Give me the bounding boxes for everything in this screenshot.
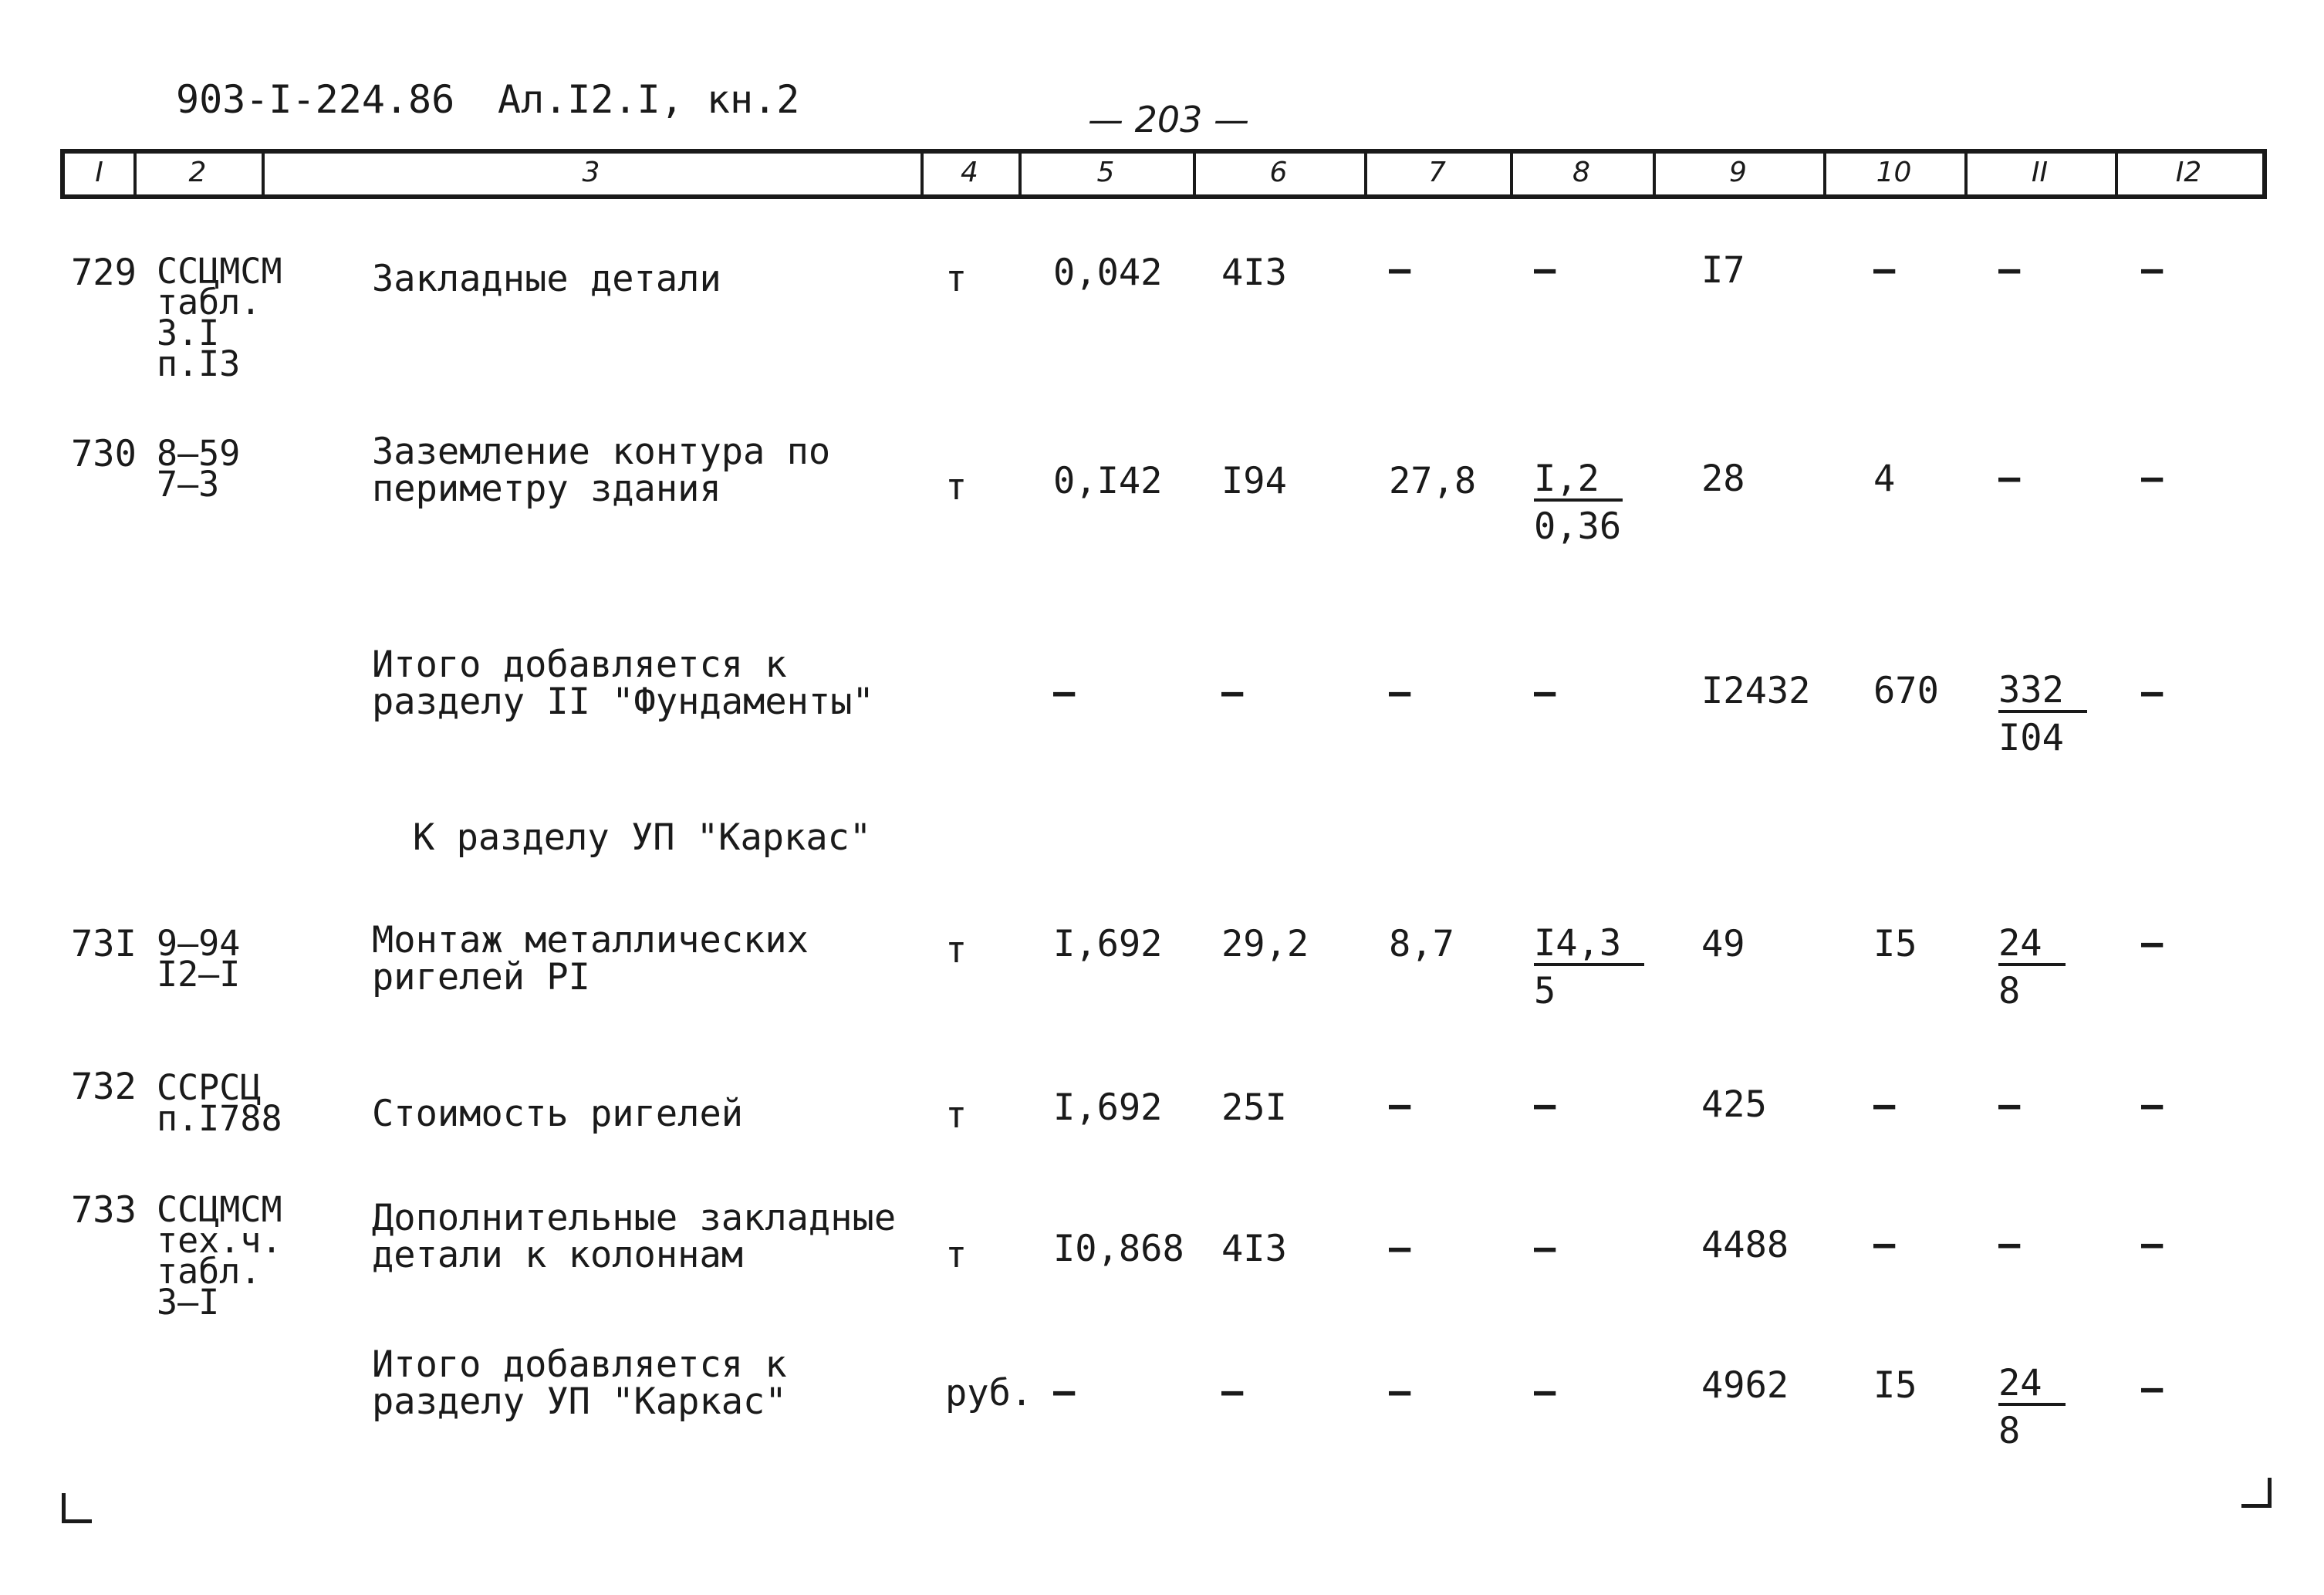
- col9-value: I7: [1701, 249, 1745, 292]
- row-number: 730: [71, 433, 137, 475]
- page-number: — 203 —: [1088, 99, 1250, 140]
- unit-price: –: [1221, 1370, 1244, 1413]
- column-number: 6: [1269, 157, 1288, 188]
- item-name: Заземление контура по периметру здания: [372, 431, 831, 510]
- row-number: 73I: [71, 923, 137, 965]
- unit-price: 29,2: [1221, 923, 1309, 965]
- col11-value: –: [1998, 248, 2021, 291]
- col9-value: 425: [1701, 1083, 1767, 1126]
- column-number: 10: [1876, 157, 1912, 188]
- section-heading: К разделу УП "Каркас": [413, 816, 872, 859]
- col9-value: I2432: [1701, 670, 1811, 712]
- unit: т: [945, 258, 968, 300]
- quantity: I,692: [1053, 923, 1163, 965]
- quantity: 0,042: [1053, 252, 1163, 294]
- column-number: 4: [961, 157, 978, 188]
- unit-price: 4I3: [1221, 1228, 1287, 1270]
- unit: т: [945, 466, 968, 509]
- col8-value: –: [1534, 1084, 1556, 1127]
- col8-value: –: [1534, 248, 1556, 291]
- reference-code: 8–59 7–3: [157, 433, 241, 505]
- unit-price: I94: [1221, 460, 1287, 502]
- col7-value: –: [1389, 248, 1411, 291]
- column-number: I: [95, 157, 103, 188]
- col11-fraction: $\frac{24}{8}$: [1998, 924, 2066, 1011]
- subtotal-label: Итого добавляется к разделу УП "Каркас": [372, 1343, 787, 1423]
- col11-value: –: [1998, 457, 2021, 499]
- col12-value: –: [2141, 248, 2164, 291]
- col9-value: 4962: [1701, 1364, 1789, 1407]
- quantity: –: [1053, 1370, 1076, 1413]
- reference-code: ССЦМСМ табл. 3.I п.I3: [157, 251, 282, 384]
- item-name: Закладные детали: [372, 258, 721, 300]
- col10-value: –: [1873, 248, 1896, 291]
- document-code: 903-I-224.86: [176, 77, 455, 122]
- quantity: I,692: [1053, 1086, 1163, 1129]
- col7-value: 27,8: [1389, 460, 1477, 502]
- col8-fraction: $\frac{I,2}{0,36}$: [1534, 458, 1622, 548]
- col11-value: –: [1998, 1084, 2021, 1127]
- quantity: –: [1053, 671, 1076, 714]
- item-name: Стоимость ригелей: [372, 1093, 744, 1135]
- col9-value: 49: [1701, 923, 1745, 965]
- col12-value: –: [2141, 457, 2164, 499]
- column-number-bar: [60, 149, 2267, 199]
- column-number: 3: [582, 157, 600, 188]
- unit: т: [945, 1094, 968, 1137]
- column-number: 8: [1572, 157, 1590, 188]
- col7-value: –: [1389, 671, 1411, 714]
- item-name: Дополнительные закладные детали к колоннам: [372, 1197, 897, 1276]
- unit-price: 25I: [1221, 1086, 1287, 1129]
- col10-value: 670: [1873, 670, 1939, 712]
- column-number: I2: [2175, 157, 2202, 188]
- col11-fraction: $\frac{24}{8}$: [1998, 1364, 2066, 1451]
- col8-value: –: [1534, 1370, 1556, 1413]
- col12-value: –: [2141, 671, 2164, 714]
- col10-value: –: [1873, 1084, 1896, 1127]
- col7-value: –: [1389, 1084, 1411, 1127]
- column-number: 2: [188, 157, 207, 188]
- row-number: 729: [71, 252, 137, 294]
- col11-value: –: [1998, 1223, 2021, 1266]
- col10-value: I5: [1873, 1364, 1917, 1407]
- col8-value: –: [1534, 1227, 1556, 1269]
- reference-code: ССРСЦ п.I788: [157, 1067, 282, 1139]
- col7-value: –: [1389, 1227, 1411, 1269]
- col10-value: I5: [1873, 923, 1917, 965]
- col9-value: 28: [1701, 458, 1745, 500]
- column-number: 9: [1729, 157, 1747, 188]
- corner-mark-bottom-right: [2241, 1478, 2272, 1508]
- col8-value: –: [1534, 671, 1556, 714]
- quantity: I0,868: [1053, 1228, 1184, 1270]
- column-number: 7: [1428, 157, 1446, 188]
- unit: руб.: [945, 1372, 1033, 1414]
- row-number: 733: [71, 1189, 137, 1232]
- reference-code: ССЦМСМ тех.ч. табл. 3–I: [157, 1189, 282, 1323]
- album-reference: Ал.I2.I, кн.2: [498, 77, 800, 122]
- unit: т: [945, 929, 968, 972]
- col7-value: 8,7: [1389, 923, 1454, 965]
- item-name: Монтаж металлических ригелей PI: [372, 919, 809, 999]
- col11-fraction: $\frac{332}{I04}$: [1998, 671, 2087, 758]
- unit-price: 4I3: [1221, 252, 1287, 294]
- reference-code: 9–94 I2–I: [157, 923, 241, 995]
- col10-value: –: [1873, 1223, 1896, 1266]
- col10-value: 4: [1873, 458, 1896, 500]
- col12-value: –: [2141, 922, 2164, 965]
- col7-value: –: [1389, 1370, 1411, 1413]
- column-number: II: [2031, 157, 2049, 188]
- col12-value: –: [2141, 1223, 2164, 1266]
- corner-mark-bottom-left: [62, 1493, 92, 1523]
- unit-price: –: [1221, 671, 1244, 714]
- col12-value: –: [2141, 1367, 2164, 1410]
- subtotal-label: Итого добавляется к разделу II "Фундаменты": [372, 644, 874, 723]
- quantity: 0,I42: [1053, 460, 1163, 502]
- column-number: 5: [1096, 157, 1115, 188]
- col8-fraction: $\frac{I4,3}{5}$: [1534, 924, 1644, 1011]
- col9-value: 4488: [1701, 1224, 1789, 1266]
- row-number: 732: [71, 1066, 137, 1108]
- unit: т: [945, 1234, 968, 1276]
- col12-value: –: [2141, 1084, 2164, 1127]
